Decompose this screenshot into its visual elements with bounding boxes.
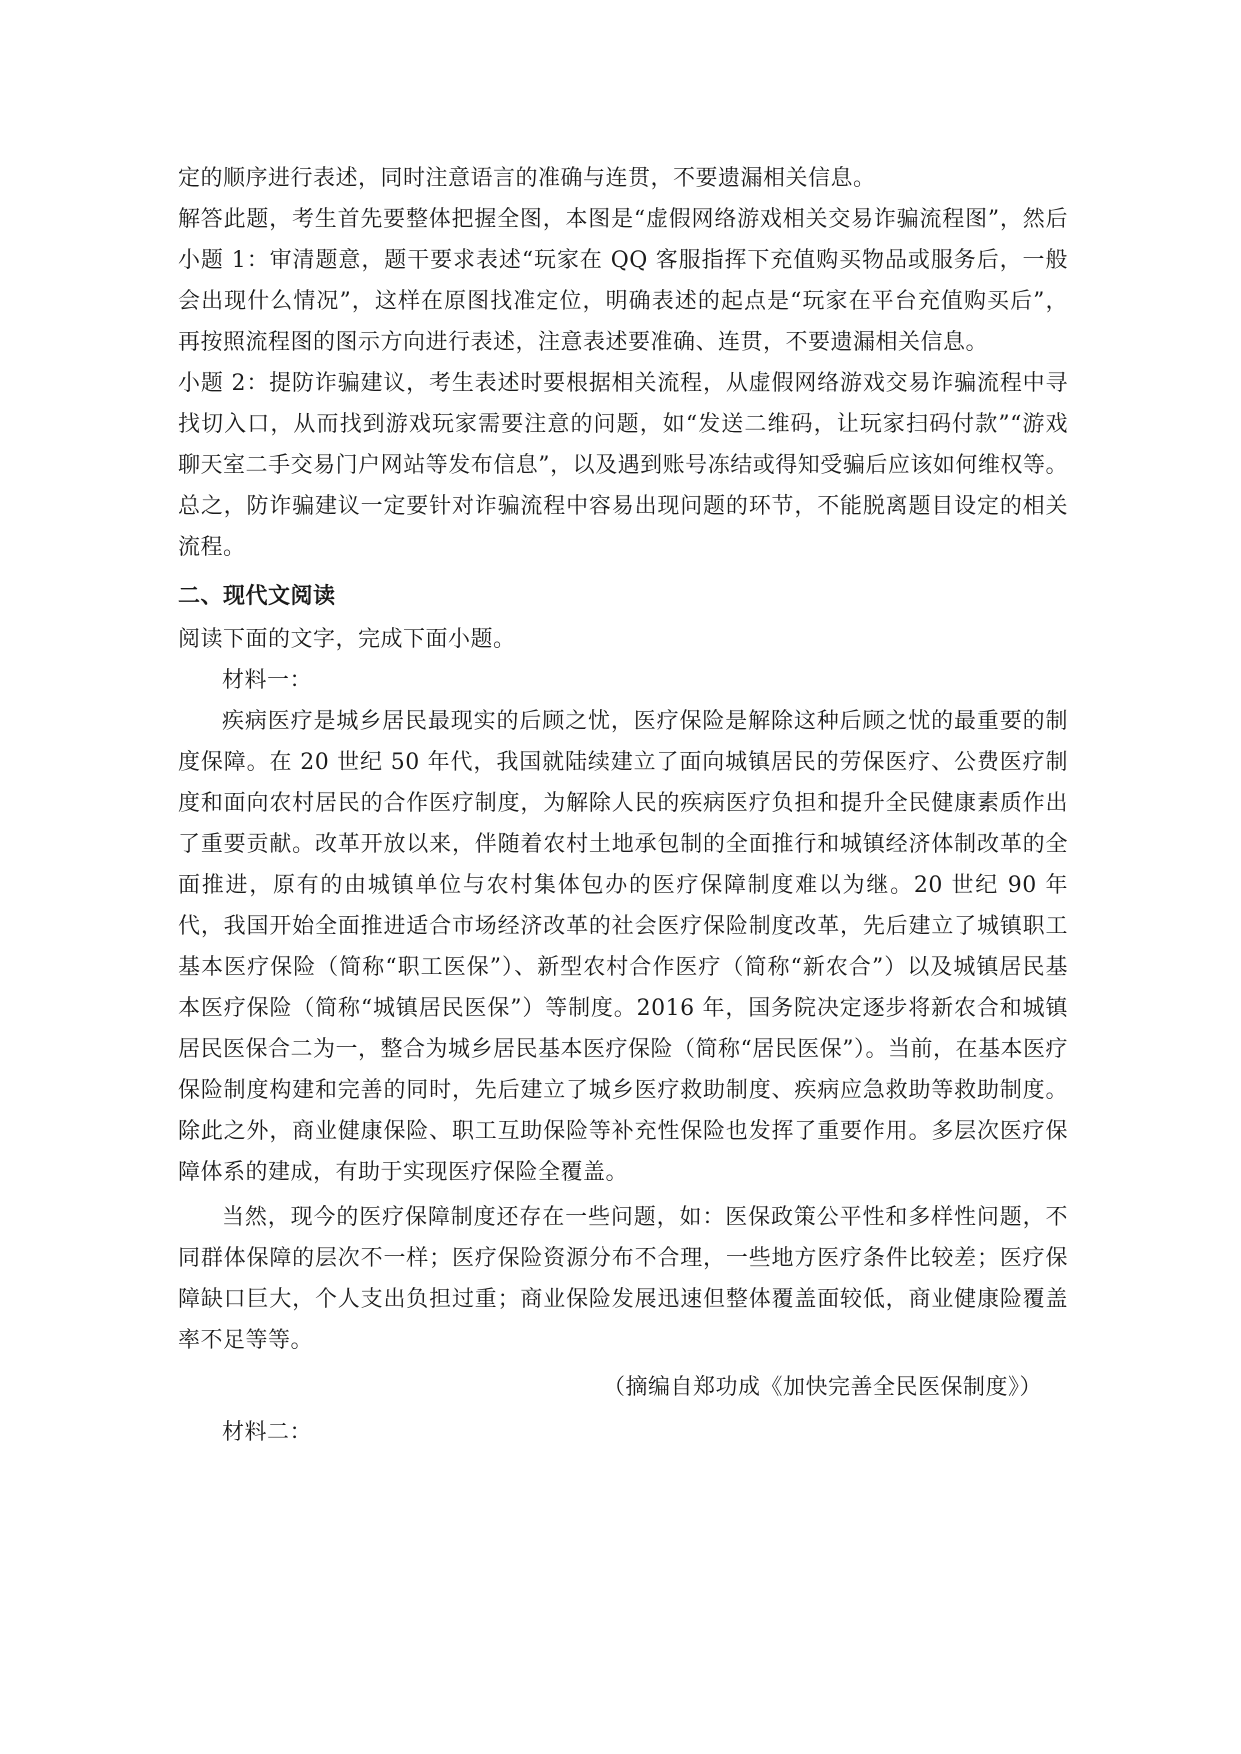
document-page (178, 158, 1068, 1453)
intro-paragraph-3: 小题 2：提防诈骗建议，考生表述时要根据相关流程，从虚假网络游戏交易诈骗流程中寻找切入口，从而找到游戏玩家需要注意的问题，如“发送二维码，让玩家扫码付款”“游戏聊天室二手交易门户网站等发布信息”，以及遇到账号冻结或得知受骗后应该如何维权等。总之，防诈骗建议一定要针对诈骗流程中容易出现问题的环节，不能脱离题目设定的相关流程。 (178, 371, 1068, 560)
reading-instruction: 阅读下面的文字，完成下面小题。 (178, 627, 516, 652)
material-two-label: 材料二： (222, 1420, 313, 1445)
intro-paragraph-1: 定的顺序进行表述，同时注意语言的准确与连贯，不要遗漏相关信息。 (178, 166, 876, 191)
material-one-paragraph-2: 当然，现今的医疗保障制度还存在一些问题，如：医保政策公平性和多样性问题，不同群体保障的层次不一样；医疗保险资源分布不合理，一些地方医疗条件比较差；医疗保障缺口巨大，个人支出负担过重；商业保险发展迅速但整体覆盖面较低，商业健康险覆盖率不足等等。 (178, 1205, 1068, 1353)
material-one-paragraph-1: 疾病医疗是城乡居民最现实的后顾之忧，医疗保险是解除这种后顾之忧的最重要的制度保障。在 20 世纪 50 年代，我国就陆续建立了面向城镇居民的劳保医疗、公费医疗制度和面向农村居民的合作医疗制度，为解除人民的疾病医疗负担和提升全民健康素质作出了重要贡献。改革开放以来，伴随着农村土地承包制的全面推行和城镇经济体制改革的全面推进，原有的由城镇单位与农村集体包办的医疗保障制度难以为继。20 世纪 90 年代，我国开始全面推进适合市场经济改革的社会医疗保险制度改革，先后建立了城镇职工基本医疗保险（简称“职工医保”）、新型农村合作医疗（简称“新农合”）以及城镇居民基本医疗保险（简称“城镇居民医保”）等制度。2016 年，国务院决定逐步将新农合和城镇居民医保合二为一，整合为城乡居民基本医疗保险（简称“居民医保”）。当前，在基本医疗保险制度构建和完善的同时，先后建立了城乡医疗救助制度、疾病应急救助等救助制度。除此之外，商业健康保险、职工互助保险等补充性保险也发挥了重要作用。多层次医疗保障体系的建成，有助于实现医疗保险全覆盖。 (178, 709, 1068, 1185)
section-heading: 二、现代文阅读 (178, 583, 336, 609)
material-one-label: 材料一： (222, 668, 313, 693)
intro-paragraph-2: 解答此题，考生首先要整体把握全图，本图是“虚假网络游戏相关交易诈骗流程图”，然后小题 1：审清题意，题干要求表述“玩家在 QQ 客服指挥下充值购买物品或服务后，一般会出现什么情况”，这样在原图找准定位，明确表述的起点是“玩家在平台充值购买后”，再按照流程图的图示方向进行表述，注意表述要准确、连贯，不要遗漏相关信息。 (178, 207, 1068, 355)
material-one-source: （摘编自郑功成《加快完善全民医保制度》） (602, 1375, 1042, 1400)
